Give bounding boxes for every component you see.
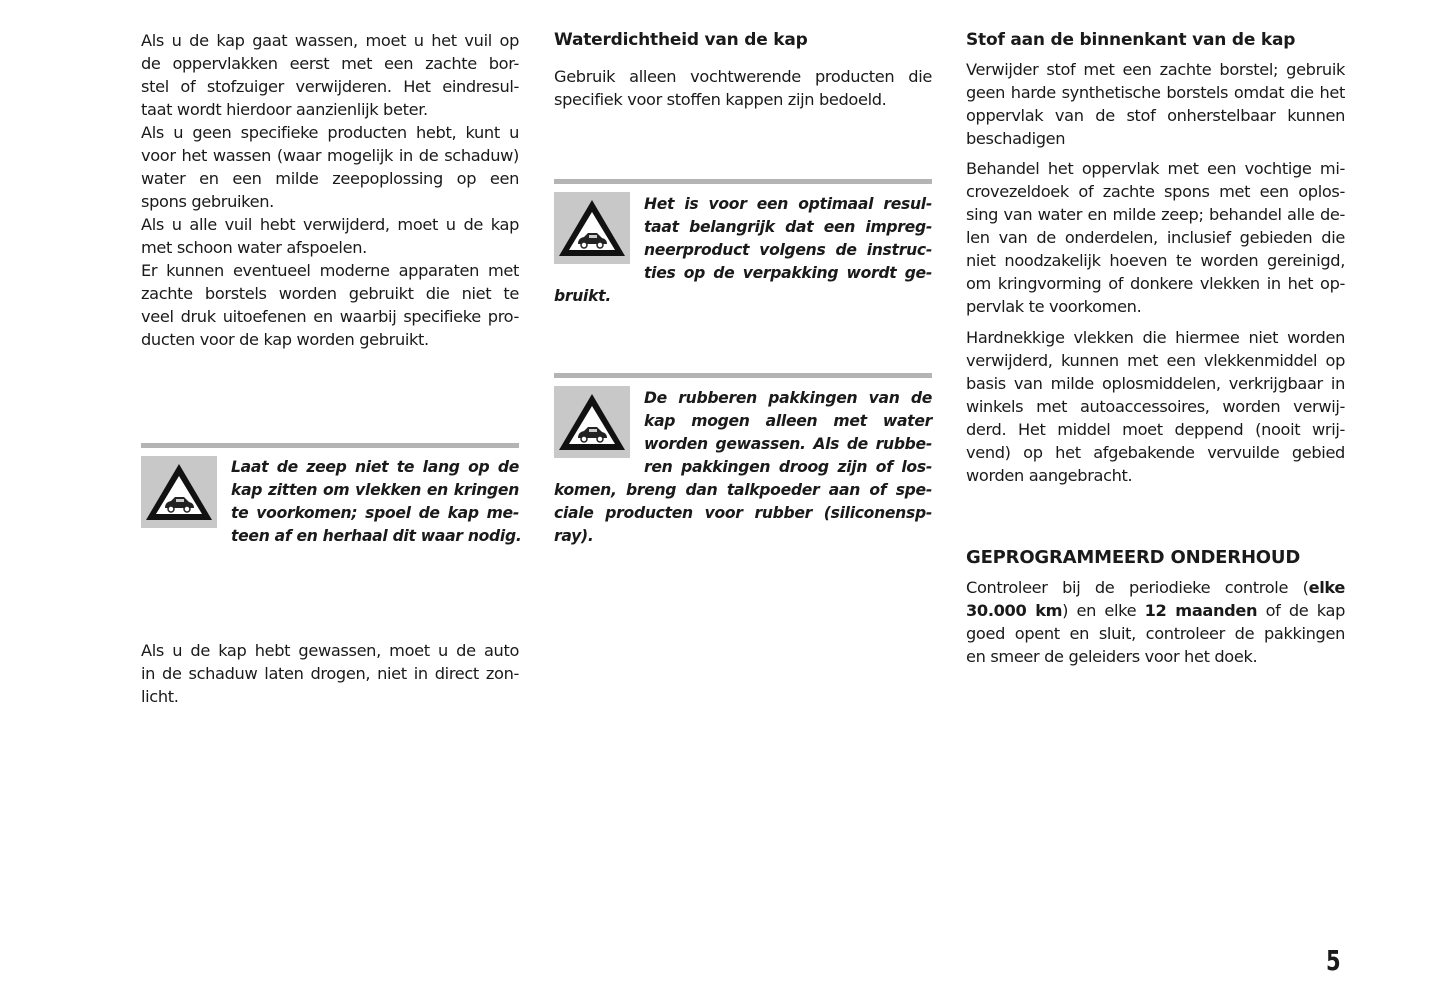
text-line: stel of stofzuiger verwijderen. Het eindresul- [141,77,519,96]
text-line: kap zitten om vlekken en kringen [231,481,519,499]
text-line: de oppervlakken eerst met een zachte bor- [141,54,519,73]
text-line: beschadigen [966,129,1066,148]
text-line: ren pakkingen droog zijn of los- [644,458,932,476]
text-line: in de schaduw laten drogen, niet in direct zon- [141,664,519,683]
text-line: ties op de verpakking wordt ge- [644,264,932,282]
text-line: Als u de kap gaat wassen, moet u het vuil op [141,31,519,50]
warning-rubber-seals [554,387,932,548]
text-line: Hardnekkige vlekken die hiermee niet worden [966,328,1345,347]
paragraph-maintenance [966,576,1345,668]
paragraph-stains [966,326,1345,487]
text-line: Als u alle vuil hebt verwijderd, moet u de kap [141,215,519,234]
text-line: veel druk uitoefenen en waarbij specifieke pro- [141,307,519,326]
text-line: Als u geen specifieke producten hebt, kunt u [141,123,519,142]
text-line [966,576,1345,599]
text-line: licht. [141,687,179,706]
text-line: winkels met autoaccessoires, worden verwij- [966,397,1345,416]
bold-text: elke [1308,578,1345,597]
page-number: 5 [1326,944,1341,977]
text-line: De rubberen pakkingen van de [644,389,932,407]
text: Controleer bij de periodieke controle ( [966,578,1309,597]
text-line: crovezeldoek of zachte spons met een oplos- [966,182,1345,201]
warning-car-icon [141,456,217,528]
text-line: kap mogen alleen met water [644,412,932,430]
text-line: om kringvorming of donkere vlekken in het op- [966,274,1345,293]
heading-waterproofing: Waterdichtheid van de kap [554,30,808,50]
paragraph-waterproofing [554,65,932,111]
paragraph-pre-wash [141,29,519,121]
text-line: Verwijder stof met een zachte borstel; gebruik [966,60,1345,79]
text-line: voor het wassen (waar mogelijk in de schaduw) [141,146,519,165]
paragraph-products [141,121,519,213]
warning-divider [554,373,932,378]
bold-text: 30.000 km [966,601,1063,620]
text-line: basis van milde oplosmiddelen, verkrijgbaar in [966,374,1345,393]
text-line: pervlak te voorkomen. [966,297,1142,316]
text-line: len van de onderdelen, inclusief gebieden die [966,228,1345,247]
text-line: vend) op het afgebakende vervuilde gebied [966,443,1345,462]
text-line: sing van water en milde zeep; behandel alle de- [966,205,1345,224]
text-line: Het is voor een optimaal resul- [644,195,932,213]
text-line: derd. Het middel moet deppend (nooit wrij- [966,420,1345,439]
text-line: neerproduct volgens de instruc- [644,241,932,259]
warning-soap [231,456,522,548]
text-line: met schoon water afspoelen. [141,238,367,257]
text-line: taat wordt hierdoor aanzienlijk beter. [141,100,428,119]
text-line [966,599,1345,622]
text-line: specifiek voor stoffen kappen zijn bedoeld. [554,90,887,109]
text-line: ciale producten voor rubber (siliconensp- [554,504,932,522]
warning-divider [141,443,519,448]
paragraph-rinse [141,213,519,259]
text-line: te voorkomen; spoel de kap me- [231,504,519,522]
text-line: worden aangebracht. [966,466,1133,485]
text-line: worden gewassen. Als de rubbe- [644,435,932,453]
paragraph-devices [141,259,519,351]
text-line: Gebruik alleen vochtwerende producten die [554,67,932,86]
text-line: niet noodzakelijk hoeven te worden gereinigd, [966,251,1345,270]
text-line: Behandel het oppervlak met een vochtige mi- [966,159,1345,178]
text-line: zachte borstels worden gebruikt die niet te [141,284,519,303]
heading-scheduled-maintenance: GEPROGRAMMEERD ONDERHOUD [966,547,1301,568]
text: ) en elke [1062,601,1145,620]
text: goed opent en sluit, controleer de pakkingen [966,624,1345,643]
paragraph-brush [966,58,1345,150]
text-line: spons gebruiken. [141,192,274,211]
text-line: water en een milde zeepoplossing op een [141,169,519,188]
text-line: Er kunnen eventueel moderne apparaten met [141,261,519,280]
heading-interior-dust: Stof aan de binnenkant van de kap [966,30,1296,50]
paragraph-treatment [966,157,1345,318]
bold-text: 12 maanden [1144,601,1258,620]
warning-impregnation [554,193,932,308]
text-line: bruikt. [554,287,611,305]
text-line [966,645,1345,668]
text-line: oppervlak van de stof onherstelbaar kunnen [966,106,1345,125]
text-line: taat belangrijk dat een impreg- [644,218,932,236]
text-line: verwijderd, kunnen met een vlekkenmiddel op [966,351,1345,370]
text-line [966,622,1345,645]
text: en smeer de geleiders voor het doek. [966,647,1258,666]
text-line: ray). [554,527,594,545]
paragraph-drying [141,639,519,708]
text-line: komen, breng dan talkpoeder aan of spe- [554,481,932,499]
warning-divider [554,179,932,184]
text: of de kap [1257,601,1345,620]
text-line: Als u de kap hebt gewassen, moet u de auto [141,641,519,660]
text-line: geen harde synthetische borstels omdat die het [966,83,1345,102]
text-line: ducten voor de kap worden gebruikt. [141,330,429,349]
text-line: Laat de zeep niet te lang op de [231,458,519,476]
text-line: teen af en herhaal dit waar nodig. [231,527,522,545]
